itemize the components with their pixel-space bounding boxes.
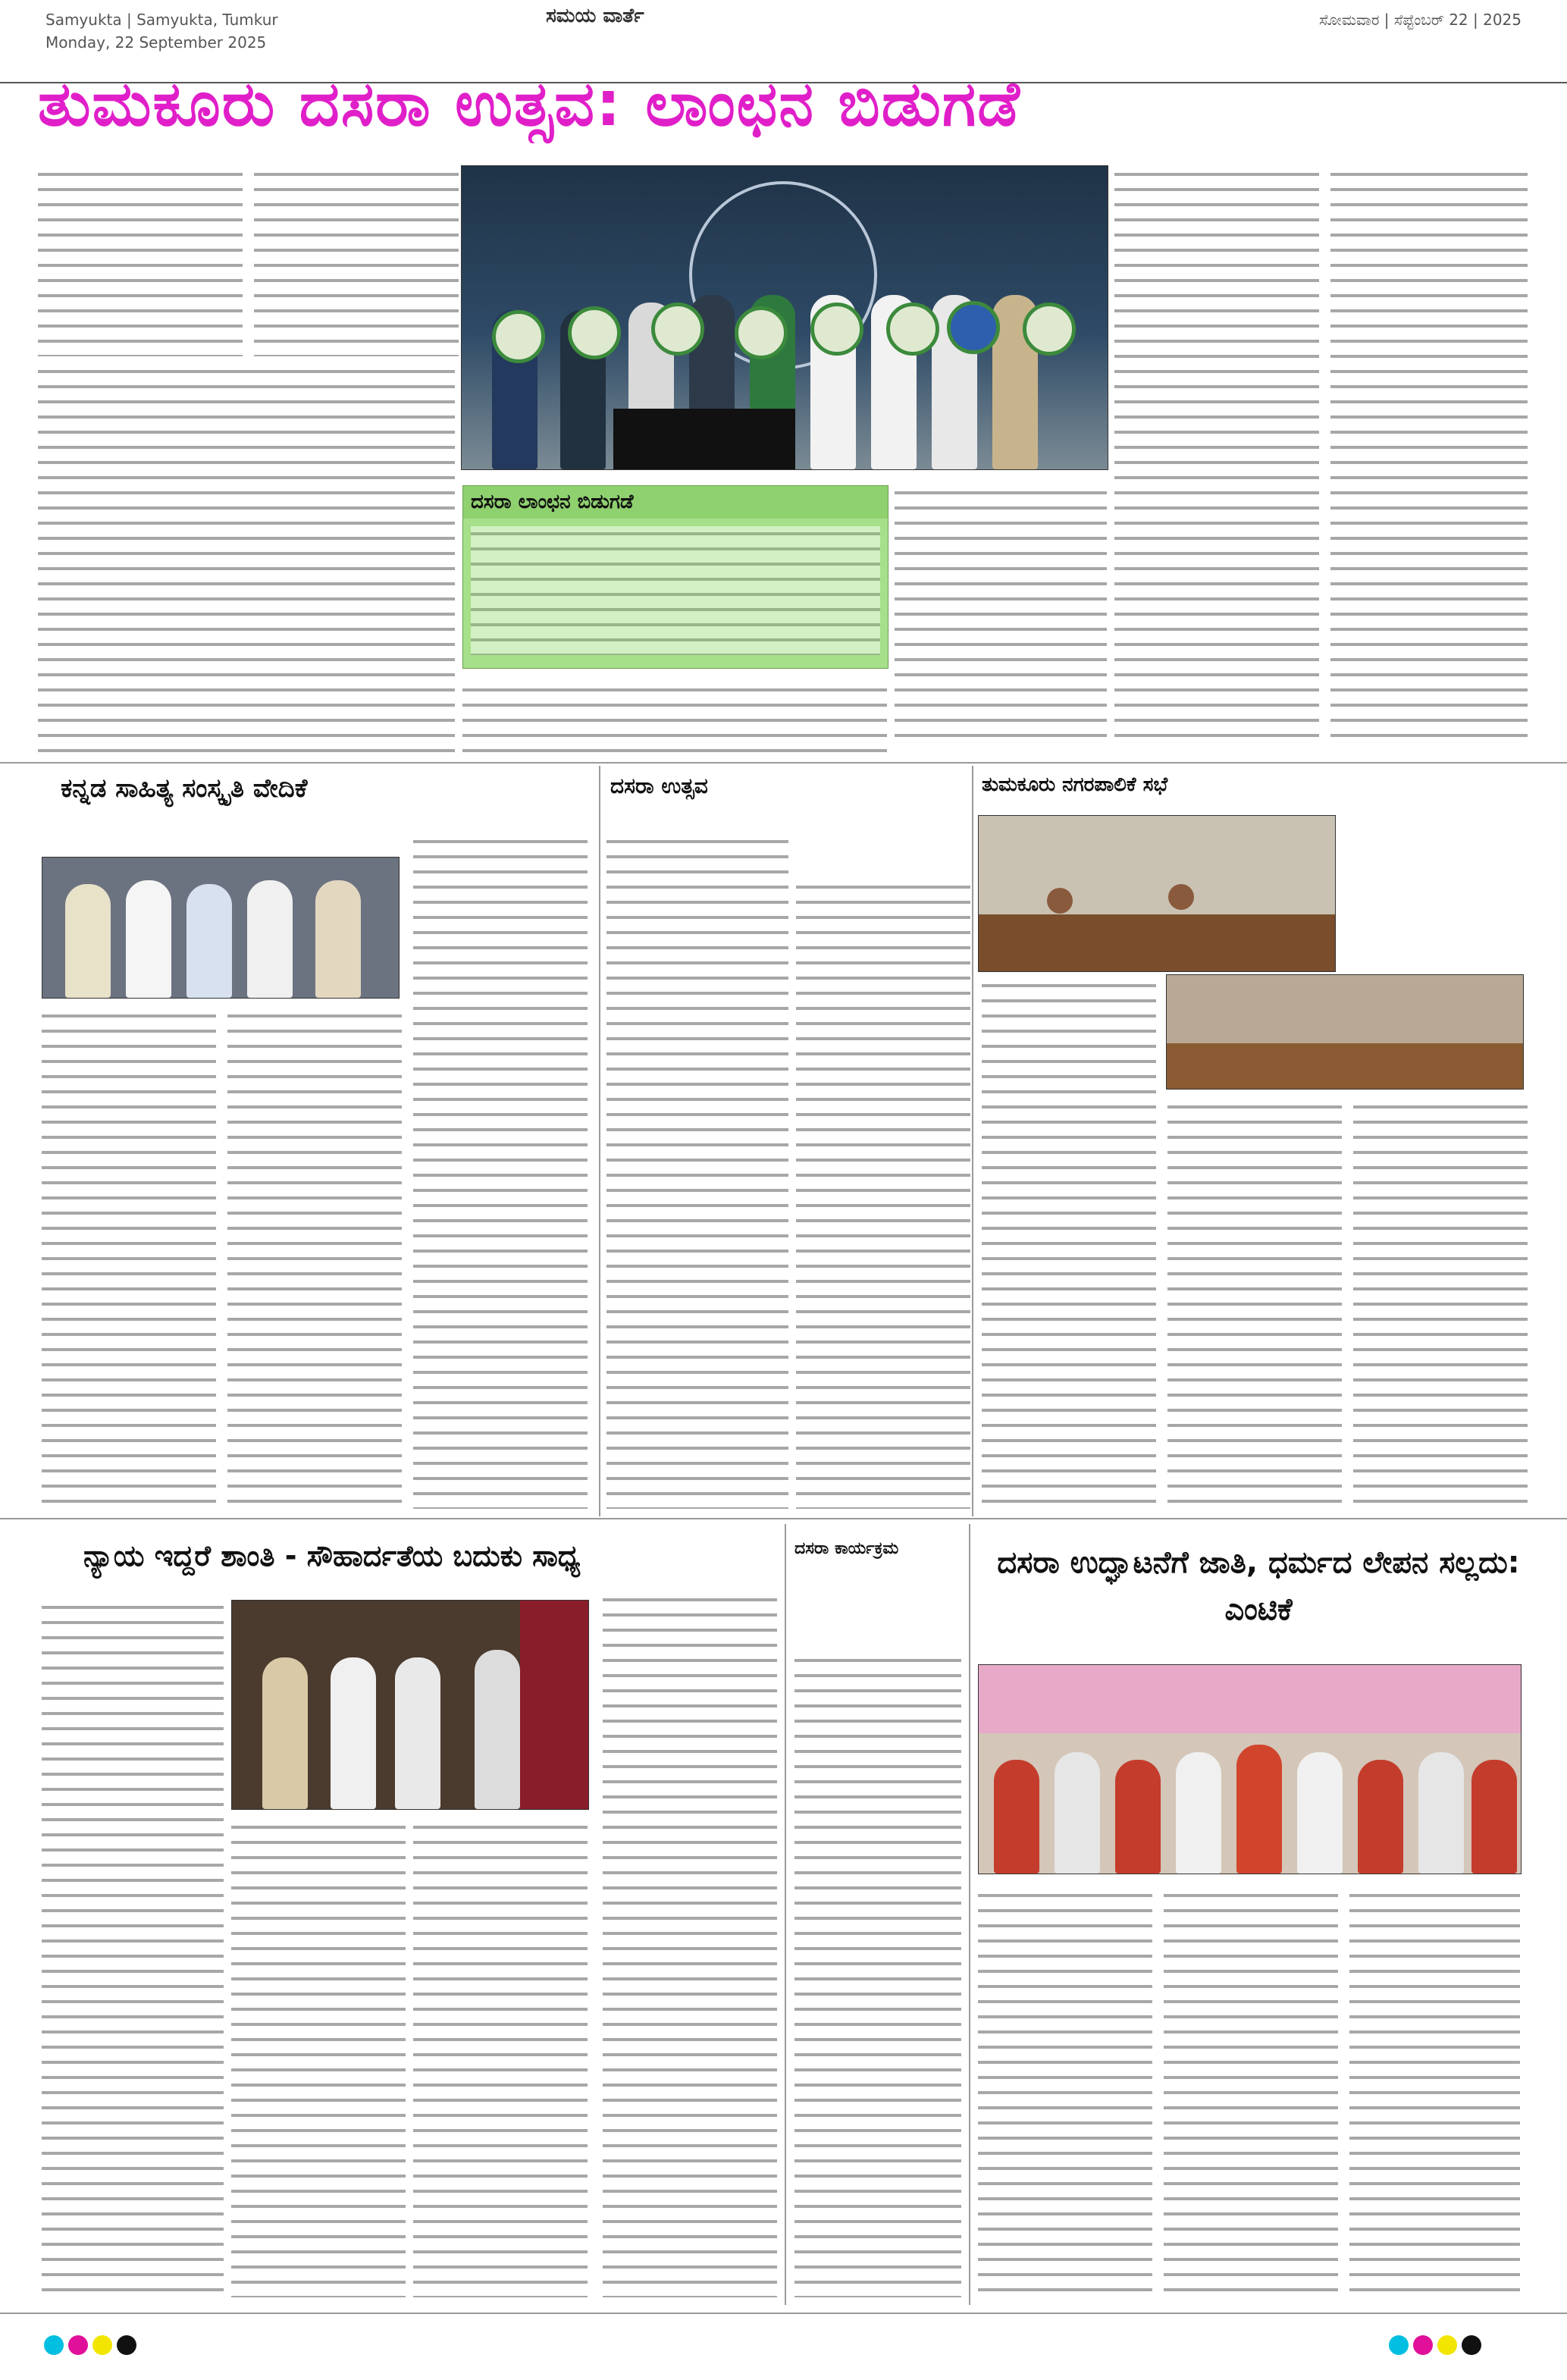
text-column bbox=[978, 1888, 1152, 2297]
text-column bbox=[895, 485, 1107, 743]
story-headline: ದಸರಾ ಉದ್ಘಾಟನೆಗೆ ಜಾತಿ, ಧರ್ಮದ ಲೇಪನ ಸಲ್ಲದು: ಎಂಟಿಕೆ bbox=[997, 1545, 1520, 1627]
meeting-photo-2 bbox=[1166, 974, 1524, 1090]
black-mark-icon bbox=[117, 2335, 136, 2355]
text-column bbox=[38, 167, 243, 356]
story-photo bbox=[978, 1664, 1522, 1874]
column-divider bbox=[972, 766, 973, 1516]
text-column bbox=[1330, 167, 1528, 743]
text-column bbox=[603, 1592, 777, 2297]
story-headline: ತುಮಕೂರು ನಗರಪಾಲಿಕೆ ಸಭೆ bbox=[982, 773, 1168, 796]
text-column bbox=[794, 1653, 961, 2297]
text-column bbox=[1353, 1099, 1528, 1509]
text-column bbox=[42, 1008, 216, 1509]
meeting-photo-1 bbox=[978, 815, 1336, 972]
column-divider bbox=[599, 766, 600, 1516]
story-headline: ದಸರಾ ಉತ್ಸವ bbox=[610, 773, 708, 798]
text-column bbox=[254, 167, 459, 356]
text-column bbox=[413, 834, 588, 1509]
text-column bbox=[1114, 167, 1319, 743]
column-divider bbox=[785, 1524, 786, 2305]
yellow-mark-icon bbox=[92, 2335, 112, 2355]
text-column bbox=[982, 978, 1156, 1509]
main-headline: ತುಮಕೂರು ದಸರಾ ಉತ್ಸವ: ಲಾಂಛನ ಬಿಡುಗಡೆ bbox=[38, 68, 1021, 140]
text-column bbox=[1167, 1099, 1342, 1509]
cyan-mark-icon bbox=[44, 2335, 64, 2355]
magenta-mark-icon bbox=[68, 2335, 88, 2355]
caption-title: ದಸರಾ ಲಾಂಛನ ಬಿಡುಗಡೆ bbox=[463, 486, 888, 519]
text-column bbox=[38, 364, 455, 758]
story-headline: ನ್ಯಾಯ ಇದ್ದರೆ ಶಾಂತಿ - ಸೌಹಾರ್ದತೆಯ ಬದುಕು ಸಾಧ್ಯ bbox=[83, 1539, 581, 1573]
masthead-right: ಸೋಮವಾರ | ಸೆಪ್ಟೆಂಬರ್ 22 | 2025 bbox=[1319, 11, 1522, 29]
story-headline: ಕನ್ನಡ ಸಾಹಿತ್ಯ ಸಂಸ್ಕೃತಿ ವೇದಿಕೆ bbox=[61, 773, 308, 804]
story-headline: ದಸರಾ ಕಾರ್ಯಕ್ರಮ bbox=[794, 1539, 899, 1558]
masthead-left: Samyukta | Samyukta, Tumkur bbox=[45, 11, 278, 29]
story-photo bbox=[42, 857, 400, 999]
text-column bbox=[1164, 1888, 1338, 2297]
text-column bbox=[413, 1820, 588, 2297]
masthead-date: Monday, 22 September 2025 bbox=[45, 33, 267, 52]
text-column bbox=[606, 834, 788, 1509]
text-column bbox=[227, 1008, 402, 1509]
section-divider bbox=[0, 1518, 1567, 1519]
text-column bbox=[796, 880, 970, 1509]
section-divider bbox=[0, 762, 1567, 764]
magenta-mark-icon bbox=[1413, 2335, 1433, 2355]
text-column bbox=[231, 1820, 406, 2297]
lead-photo bbox=[461, 165, 1108, 470]
text-column bbox=[462, 682, 887, 758]
footer-rule bbox=[0, 2313, 1567, 2314]
masthead-center: ಸಮಯ ವಾರ್ತೆ bbox=[546, 5, 644, 27]
column-divider bbox=[969, 1524, 970, 2305]
caption-box bbox=[462, 485, 888, 669]
cyan-mark-icon bbox=[1389, 2335, 1409, 2355]
black-mark-icon bbox=[1462, 2335, 1481, 2355]
yellow-mark-icon bbox=[1437, 2335, 1457, 2355]
text-column bbox=[1349, 1888, 1520, 2297]
text-column bbox=[42, 1600, 224, 2297]
story-photo bbox=[231, 1600, 589, 1810]
